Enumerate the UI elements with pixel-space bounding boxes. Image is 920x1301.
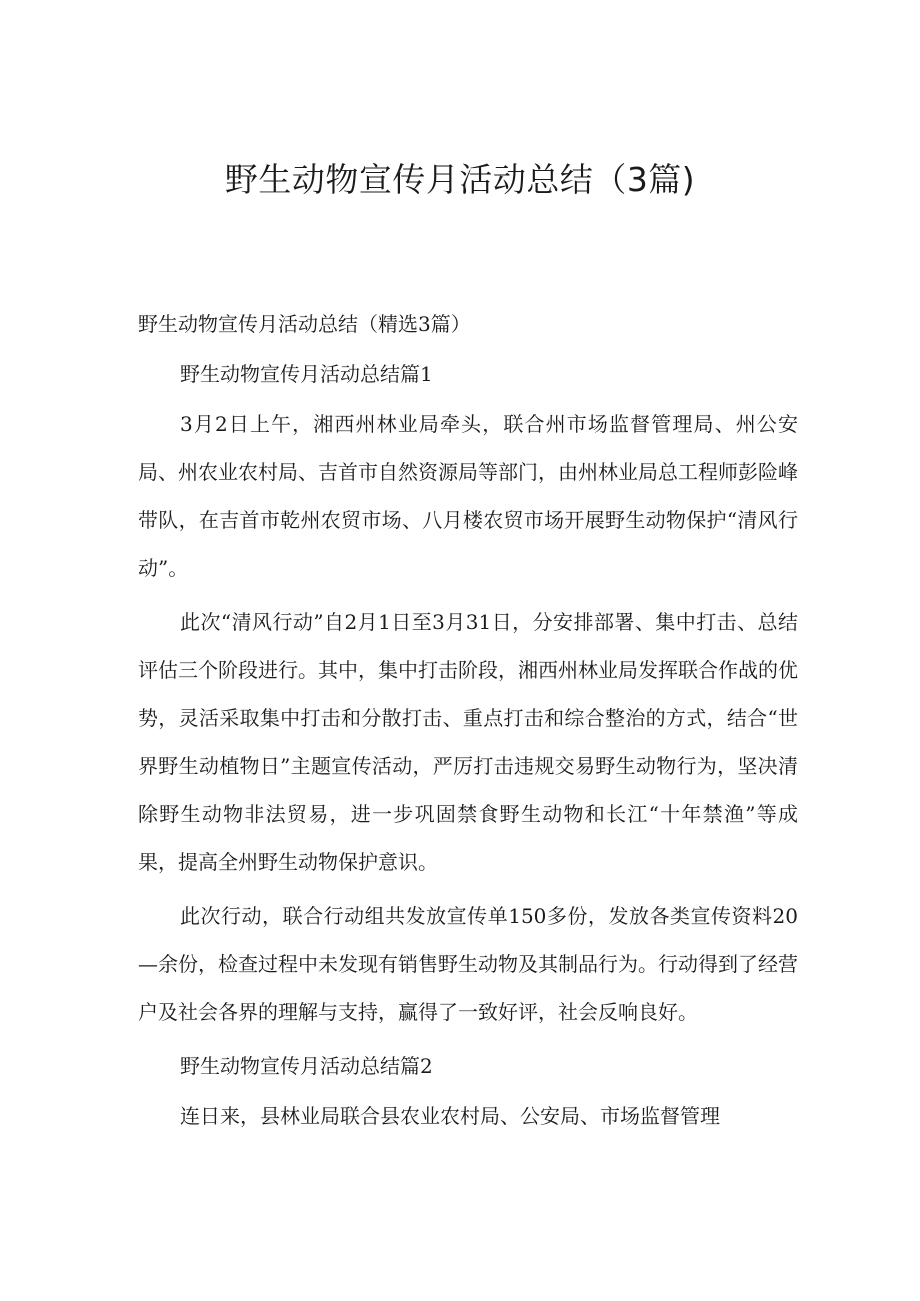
paragraph-2: 此次“清风行动”自2月1日至3月31日，分安排部署、集中打击、总结评估三个阶段进行。其中，集中打击阶段，湘西州林业局发挥联合作战的优势，灵活采取集中打击和分散打击、重点打击和综合整治的方式，结合“世界野生动植物日”主题宣传活动，严厉打击违规交易野生动物行为，坚决清除野生动物非法贸易，进一步巩固禁食野生动物和长江“十年禁渔”等成果，提高全州野生动物保护意识。 xyxy=(138,610,798,874)
paragraph-4: 连日来，县林业局联合县农业农村局、公安局、市场监督管理 xyxy=(180,1104,720,1128)
section-heading-2: 野生动物宣传月活动总结篇2 xyxy=(180,1054,433,1078)
document-title: 野生动物宣传月活动总结（3篇) xyxy=(224,160,696,199)
document-body xyxy=(138,300,798,1140)
section-heading-1: 野生动物宣传月活动总结篇1 xyxy=(180,362,433,386)
paragraph-3: 此次行动，联合行动组共发放宣传单150多份，发放各类宣传资料20—余份，检查过程中未发现有销售野生动物及其制品行为。行动得到了经营户及社会各界的理解与支持，赢得了一致好评，社会反响良好。 xyxy=(138,904,798,1024)
paragraph-1: 3月2日上午，湘西州林业局牵头，联合州市场监督管理局、州公安局、州农业农村局、吉首市自然资源局等部门，由州林业局总工程师彭险峰带队，在吉首市乾州农贸市场、八月楼农贸市场开展野生动物保护“清风行动”。 xyxy=(138,412,798,580)
intro-line: 野生动物宣传月活动总结（精选3篇） xyxy=(138,312,471,336)
